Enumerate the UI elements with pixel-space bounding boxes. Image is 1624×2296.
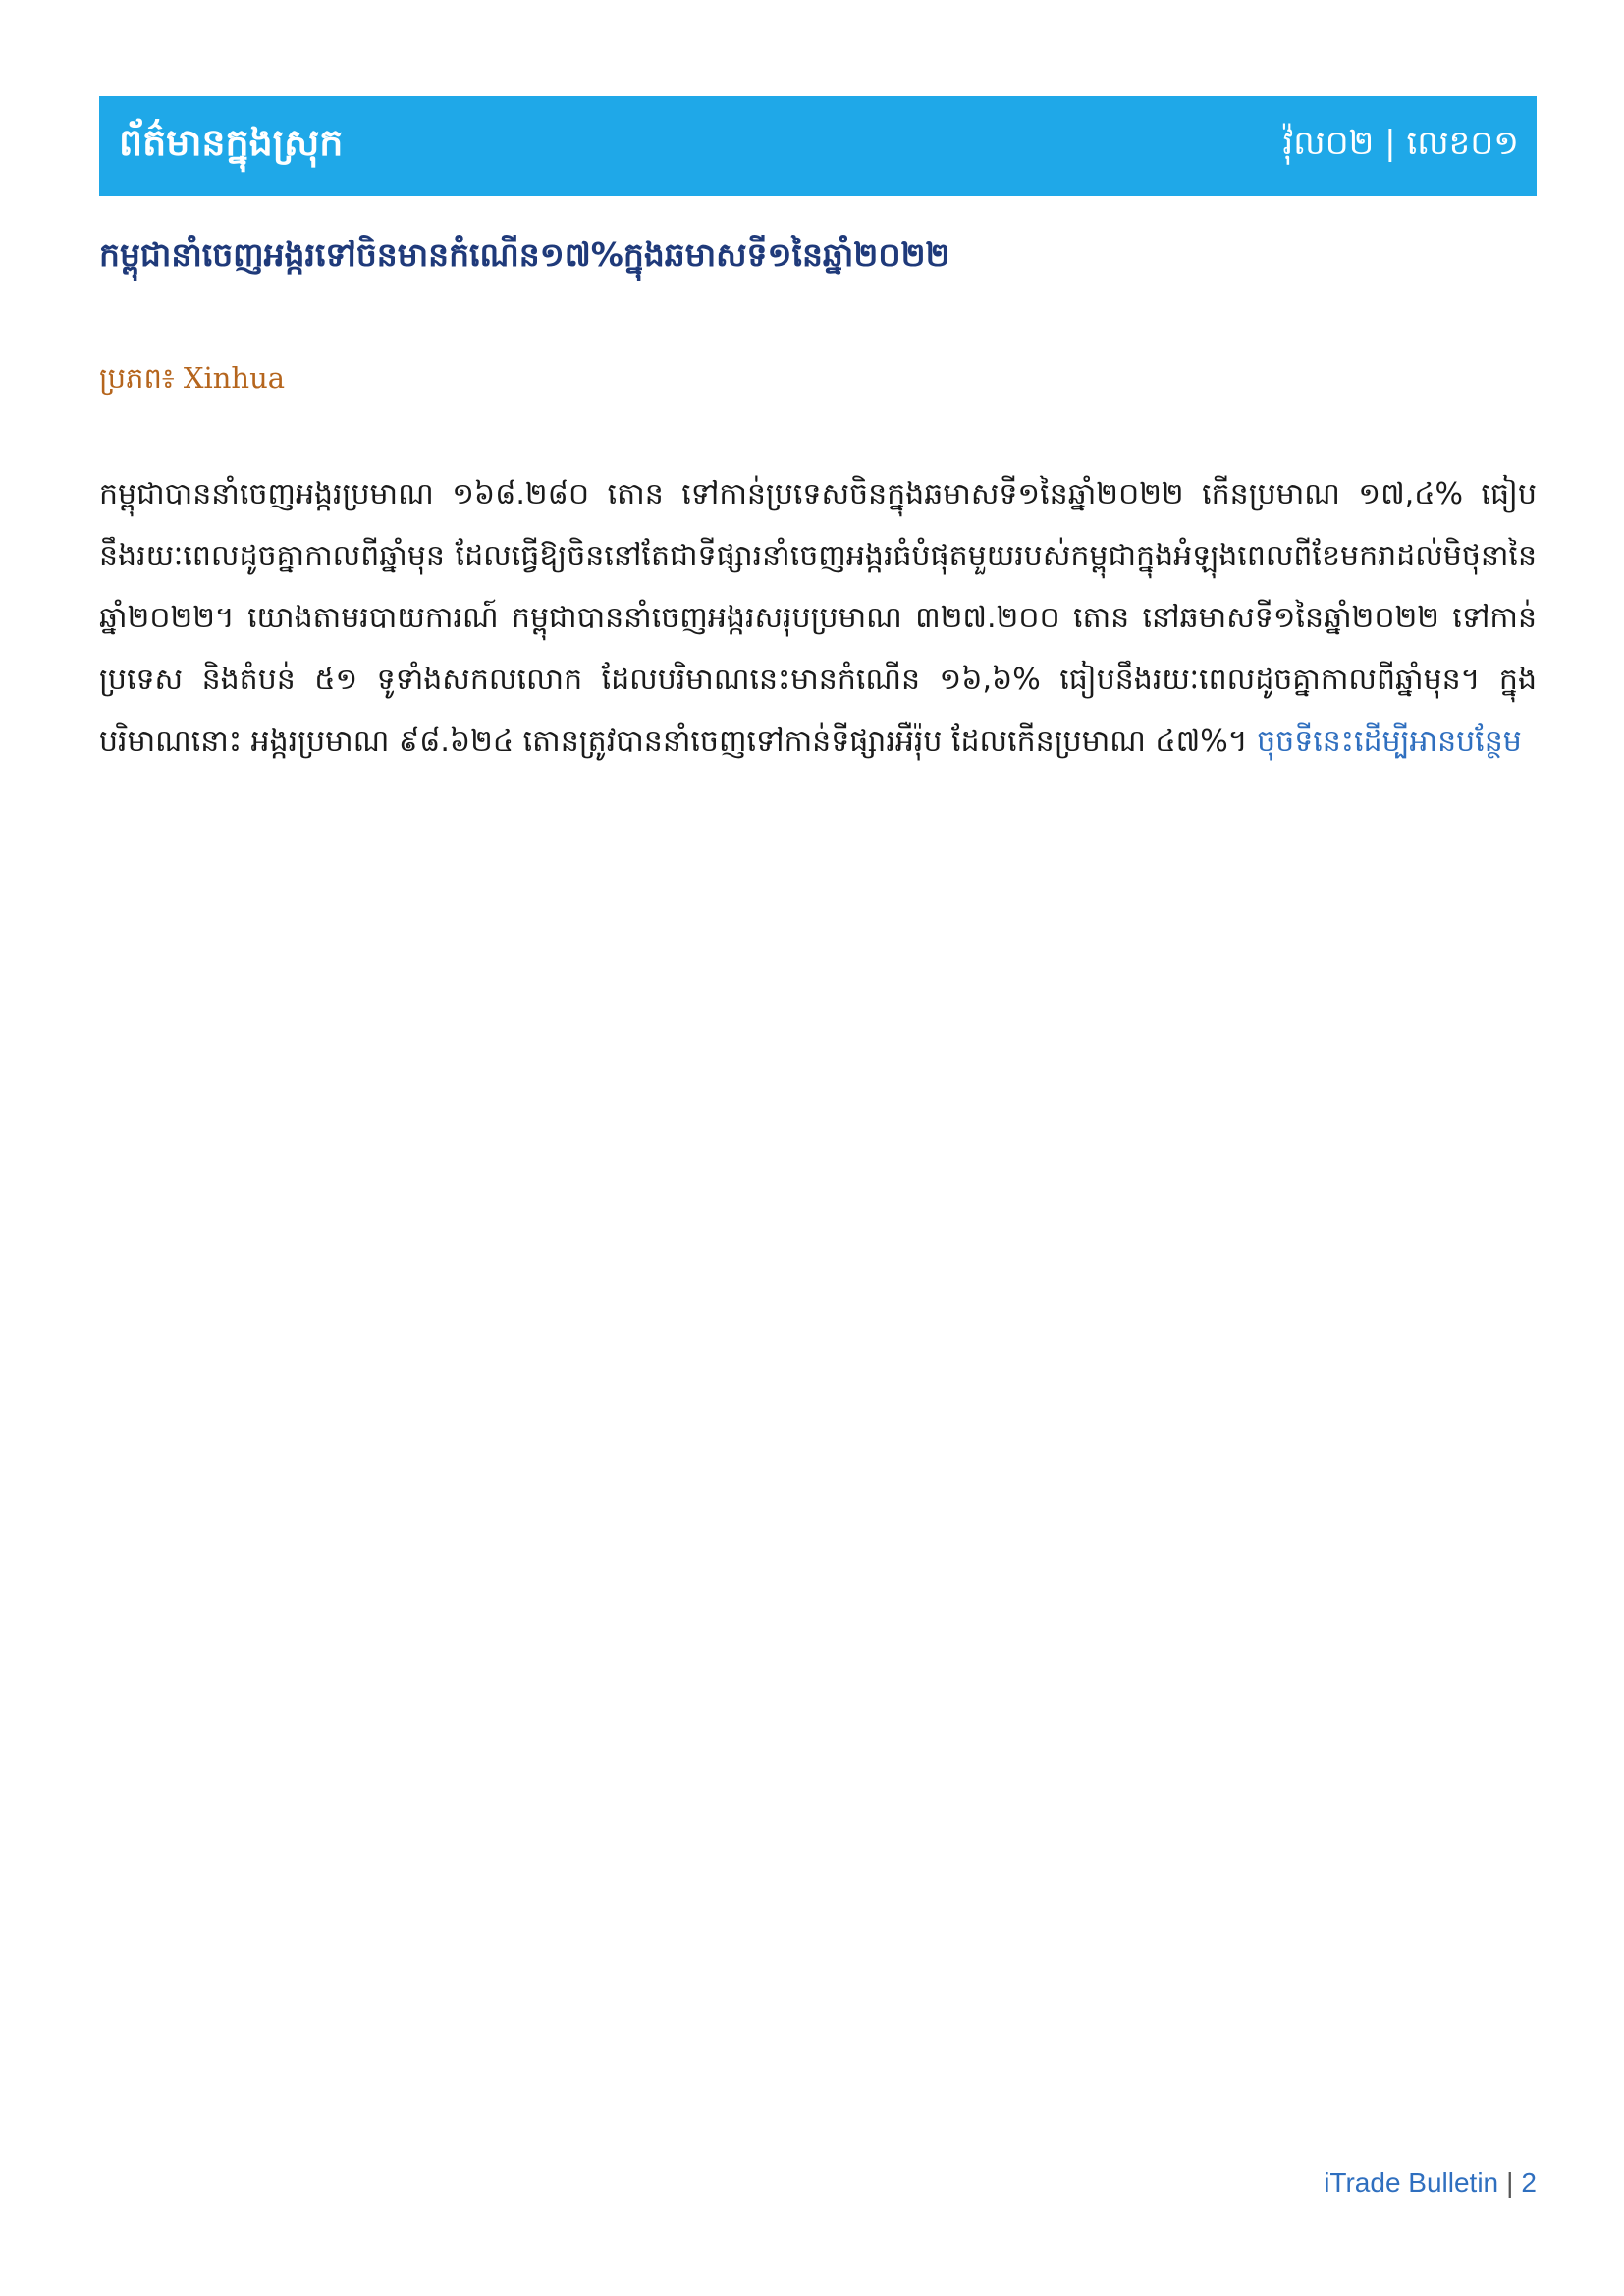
page-number: 2 — [1521, 2167, 1537, 2198]
section-header-bar — [99, 96, 1537, 196]
article-body-text: កម្ពុជាបាននាំចេញអង្ករប្រមាណ ១៦៨.២៨០ តោន ទៅកាន់ប្រទេសចិនក្នុងឆមាសទី១នៃឆ្នាំ២០២២ កើនប្រមាណ ១៧,៤% ធៀបនឹងរយៈពេលដូចគ្នាកាលពីឆ្នាំមុន ដែលធ្វើឱ្យចិននៅតែជាទីផ្សារនាំចេញអង្ករធំបំផុតមួយរបស់កម្ពុជាក្នុងអំឡុងពេលពីខែមករាដល់មិថុនានៃឆ្នាំ២០២២។ យោងតាមរបាយការណ៍ កម្ពុជាបាននាំចេញអង្ករសរុបប្រមាណ ៣២៧.២០០ តោន នៅឆមាសទី១នៃឆ្នាំ២០២២ ទៅកាន់ប្រទេស និងតំបន់ ៥១ ទូទាំងសកលលោក ដែលបរិមាណនេះមានកំណើន ១៦,៦% ធៀបនឹងរយៈពេលដូចគ្នាកាលពីឆ្នាំមុន។ ក្នុងបរិមាណនោះ អង្ករប្រមាណ ៩៨.៦២៤ តោនត្រូវបាននាំចេញទៅកាន់ទីផ្សារអឺរ៉ុប ដែលកើនប្រមាណ ៤៧%។ — [99, 477, 1537, 759]
source-label: ប្រភព៖ — [99, 361, 175, 395]
read-more-link[interactable]: ចុចទីនេះដើម្បីអានបន្ថែម — [1257, 724, 1522, 759]
issue-info: វ៉ុល០២ | លេខ០១ — [1282, 124, 1519, 163]
section-title: ព័ត៌មានក្នុងស្រុក — [119, 121, 344, 164]
footer-separator: | — [1506, 2167, 1514, 2198]
article-title: កម្ពុជានាំចេញអង្ករទៅចិនមានកំណើន១៧%ក្នុងឆមាសទី១នៃឆ្នាំ២០២២ — [99, 236, 950, 274]
source-line — [99, 353, 285, 402]
article-body — [99, 463, 1537, 773]
page-footer — [1324, 2167, 1537, 2199]
source-value: Xinhua — [183, 361, 286, 395]
publication-name: iTrade Bulletin — [1324, 2167, 1499, 2198]
